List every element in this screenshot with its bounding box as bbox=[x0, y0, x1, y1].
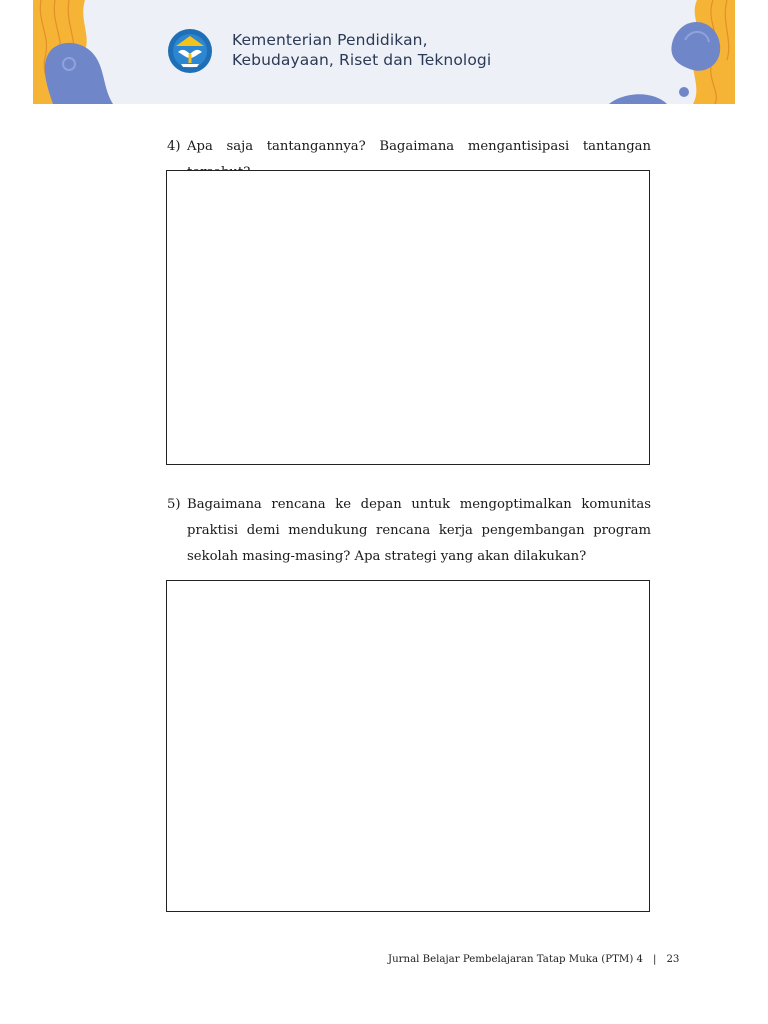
footer-separator: | bbox=[653, 954, 657, 965]
ministry-name-line2: Kebudayaan, Riset dan Teknologi bbox=[232, 51, 492, 69]
page-number: 23 bbox=[666, 954, 680, 965]
question-number: 5) bbox=[167, 497, 181, 512]
question-text: Bagaimana rencana ke depan untuk mengoptimalkan komunitas praktisi demi mendukung rencana kerja pengembangan program sekolah masing-masing? Apa strategi yang akan dilakukan? bbox=[187, 497, 651, 564]
question-5 bbox=[167, 492, 651, 570]
answer-box-4[interactable] bbox=[166, 170, 650, 465]
question-number: 4) bbox=[167, 139, 181, 154]
tut-wuri-handayani-logo bbox=[167, 28, 213, 74]
footer-title: Jurnal Belajar Pembelajaran Tatap Muka (PTM) 4 bbox=[388, 954, 644, 965]
ministry-name-line1: Kementerian Pendidikan, bbox=[232, 31, 428, 49]
header-banner bbox=[33, 0, 735, 104]
page-footer bbox=[388, 953, 680, 967]
ministry-name bbox=[232, 30, 491, 70]
question-text: Apa saja tantangannya? Bagaimana mengantisipasi tantangan bbox=[187, 139, 651, 154]
answer-box-5[interactable] bbox=[166, 580, 650, 912]
